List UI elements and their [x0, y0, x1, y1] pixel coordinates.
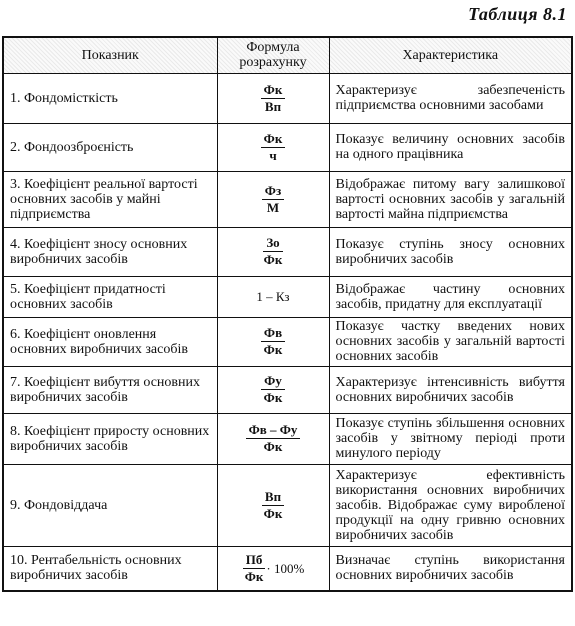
formula-denominator: Фк	[263, 390, 283, 405]
formula-fraction	[242, 553, 267, 584]
indicator-name: 9. Фондовіддача	[3, 464, 217, 546]
formula-fraction	[261, 490, 286, 521]
formula-cell	[217, 276, 329, 317]
table-row	[3, 413, 572, 464]
formula-cell	[217, 413, 329, 464]
formula-cell	[217, 546, 329, 591]
table-row	[3, 73, 572, 123]
characteristic-text: Показує частку введених нових основних засобів у загальній вартості основних засобів	[329, 317, 572, 366]
table-caption: Таблиця 8.1	[468, 4, 567, 24]
formula-numerator: Вп	[262, 490, 284, 506]
table-row	[3, 546, 572, 591]
formula-denominator: ч	[269, 147, 277, 163]
characteristic-text: Характеризує інтенсивність вибуття основних виробничих засобів	[329, 366, 572, 413]
formula-cell	[217, 123, 329, 171]
formula-denominator: Фк	[263, 252, 283, 267]
indicator-name: 3. Коефіцієнт реальної вартості основних засобів у майні підприємства	[3, 171, 217, 227]
characteristic-text: Відображає питому вагу залишкової вартості основних засобів у загальній вартості майна підприємства	[329, 171, 572, 227]
indicator-name: 8. Коефіцієнт приросту основних виробничих засобів	[3, 413, 217, 464]
formula-denominator: Фк	[244, 568, 264, 584]
characteristic-text: Показує ступінь збільшення основних засобів у звітному періоді проти минулого періоду	[329, 413, 572, 464]
formula-cell	[217, 227, 329, 276]
formula-denominator: Вп	[264, 98, 282, 114]
indicator-name: 7. Коефіцієнт вибуття основних виробничих засобів	[3, 366, 217, 413]
formula-numerator: Фк	[261, 132, 286, 148]
table-row	[3, 171, 572, 227]
characteristic-text: Характеризує забезпеченість підприємства основними засобами	[329, 73, 572, 123]
header-indicator: Показник	[3, 37, 217, 73]
formula-fraction	[261, 374, 286, 405]
table-row	[3, 317, 572, 366]
characteristic-text: Показує ступінь зносу основних виробничих засобів	[329, 227, 572, 276]
formula-fraction	[246, 423, 301, 454]
characteristic-text: Характеризує ефективність використання основних виробничих засобів. Відображає суму виробленої продукції на одну гривню основних виробничих засобів	[329, 464, 572, 546]
formula-numerator: Фв	[261, 326, 285, 342]
indicator-name: 10. Рентабельність основних виробничих засобів	[3, 546, 217, 591]
characteristic-text: Відображає частину основних засобів, придатну для експлуатації	[329, 276, 572, 317]
table-row	[3, 464, 572, 546]
formula-cell	[217, 317, 329, 366]
formula-text: 1 – Кз	[256, 288, 290, 304]
formula-cell	[217, 366, 329, 413]
formula-numerator: Фк	[261, 83, 286, 99]
formula-numerator: Фв – Фу	[246, 423, 301, 439]
formula-fraction	[262, 184, 284, 215]
indicator-name: 5. Коефіцієнт придатності основних засобів	[3, 276, 217, 317]
formula-fraction	[261, 132, 286, 163]
formula-cell	[217, 171, 329, 227]
formula-numerator: Пб	[243, 553, 266, 569]
table-row	[3, 123, 572, 171]
formula-numerator: Зо	[263, 236, 282, 252]
formula-denominator: Фк	[263, 505, 283, 521]
formula-denominator: Фк	[263, 342, 283, 357]
formula-numerator: Фу	[261, 374, 285, 390]
formula-denominator: Фк	[263, 439, 283, 454]
indicators-table	[2, 36, 573, 592]
formula-numerator: Фз	[262, 184, 284, 200]
indicator-name: 2. Фондоозброєність	[3, 123, 217, 171]
header-row	[3, 37, 572, 73]
indicator-name: 6. Коефіцієнт оновлення основних виробничих засобів	[3, 317, 217, 366]
table-row	[3, 276, 572, 317]
header-characteristic: Характеристика	[329, 37, 572, 73]
indicator-name: 4. Коефіцієнт зносу основних виробничих засобів	[3, 227, 217, 276]
formula-fraction	[261, 236, 286, 267]
formula-denominator: М	[266, 199, 280, 215]
header-formula: Формула розрахунку	[217, 37, 329, 73]
formula-cell	[217, 73, 329, 123]
table-row	[3, 227, 572, 276]
indicator-name: 1. Фондомісткість	[3, 73, 217, 123]
characteristic-text: Показує величину основних засобів на одного працівника	[329, 123, 572, 171]
formula-fraction	[261, 326, 286, 357]
formula-fraction	[261, 83, 286, 114]
formula-cell	[217, 464, 329, 546]
formula-multiplier: · 100%	[266, 560, 305, 576]
table-row	[3, 366, 572, 413]
characteristic-text: Визначає ступінь використання основних виробничих засобів	[329, 546, 572, 591]
